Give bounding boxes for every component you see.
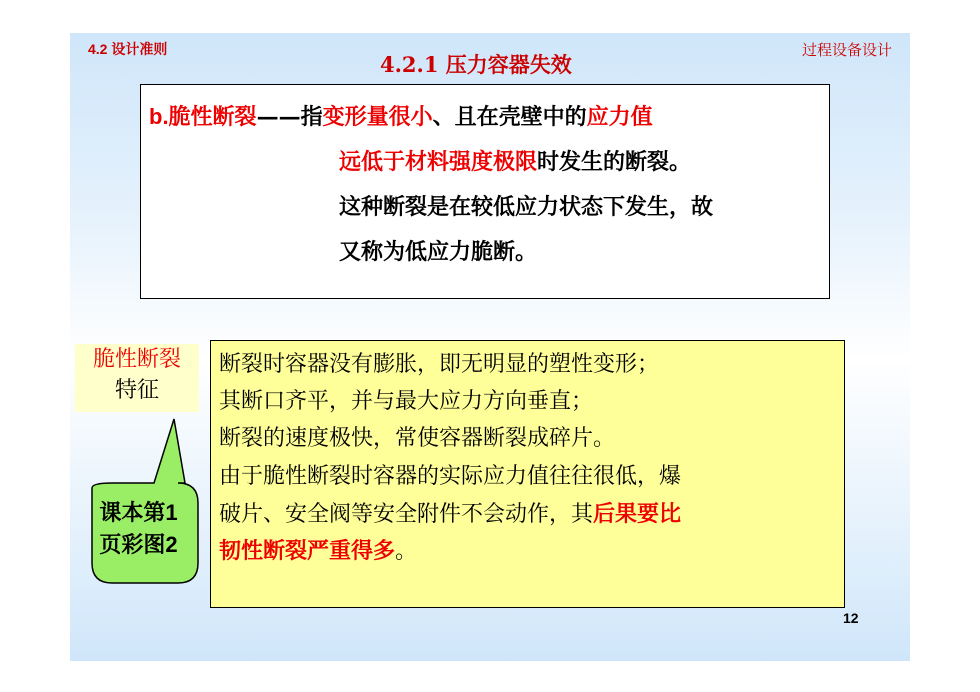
callout-line-2-text: 页彩图 [99, 532, 166, 558]
course-title: 过程设备设计 [801, 41, 892, 59]
feature-line-2: 其断口齐平，并与最大应力方向垂直； [219, 389, 594, 414]
feature-text: 破片、安全阀等安全附件不会动作，其 [219, 502, 594, 527]
def-highlight: 应力值 [586, 104, 653, 130]
definition-line-4: 又称为低应力脆断。 [339, 239, 538, 265]
callout-text [80, 497, 197, 561]
def-text: 指 [300, 104, 323, 130]
def-highlight: 变形量很小 [322, 104, 433, 130]
feature-text: 。 [395, 539, 418, 564]
term-dash: —— [256, 104, 301, 130]
feature-line-1: 断裂时容器没有膨胀，即无明显的塑性变形； [219, 352, 660, 377]
term-label: b.脆性断裂 [149, 104, 257, 129]
callout-line-2-num: 2 [165, 532, 178, 557]
features-box [210, 340, 845, 608]
feature-line-6 [219, 536, 417, 567]
callout-line-1-num: 1 [165, 500, 178, 525]
feature-highlight: 后果要比 [593, 501, 682, 527]
def-highlight: 远低于材料强度极限 [339, 149, 538, 175]
callout-line-1 [80, 497, 197, 529]
slide-title: 4.2.1 压力容器失效 [380, 52, 572, 77]
section-header: 4.2 设计准则 [88, 41, 168, 57]
page-number: 12 [843, 610, 859, 626]
feature-highlight: 韧性断裂严重得多 [219, 538, 396, 564]
feature-line-3: 断裂的速度极快，常使容器断裂成碎片。 [219, 426, 616, 451]
definition-line-3: 这种断裂是在较低应力状态下发生，故 [339, 194, 714, 220]
feature-line-5 [219, 499, 681, 530]
feature-label-line-1: 脆性断裂 [92, 347, 181, 372]
def-text: 时发生的断裂。 [537, 149, 692, 175]
slide [70, 33, 910, 661]
feature-line-4: 由于脆性断裂时容器的实际应力值往往很低，爆 [219, 464, 682, 489]
callout-line-1-text: 课本第 [99, 500, 166, 526]
def-text: 、且在壳壁中的 [432, 104, 587, 130]
callout-line-2 [80, 529, 197, 561]
feature-label-line-2: 特征 [114, 378, 159, 403]
